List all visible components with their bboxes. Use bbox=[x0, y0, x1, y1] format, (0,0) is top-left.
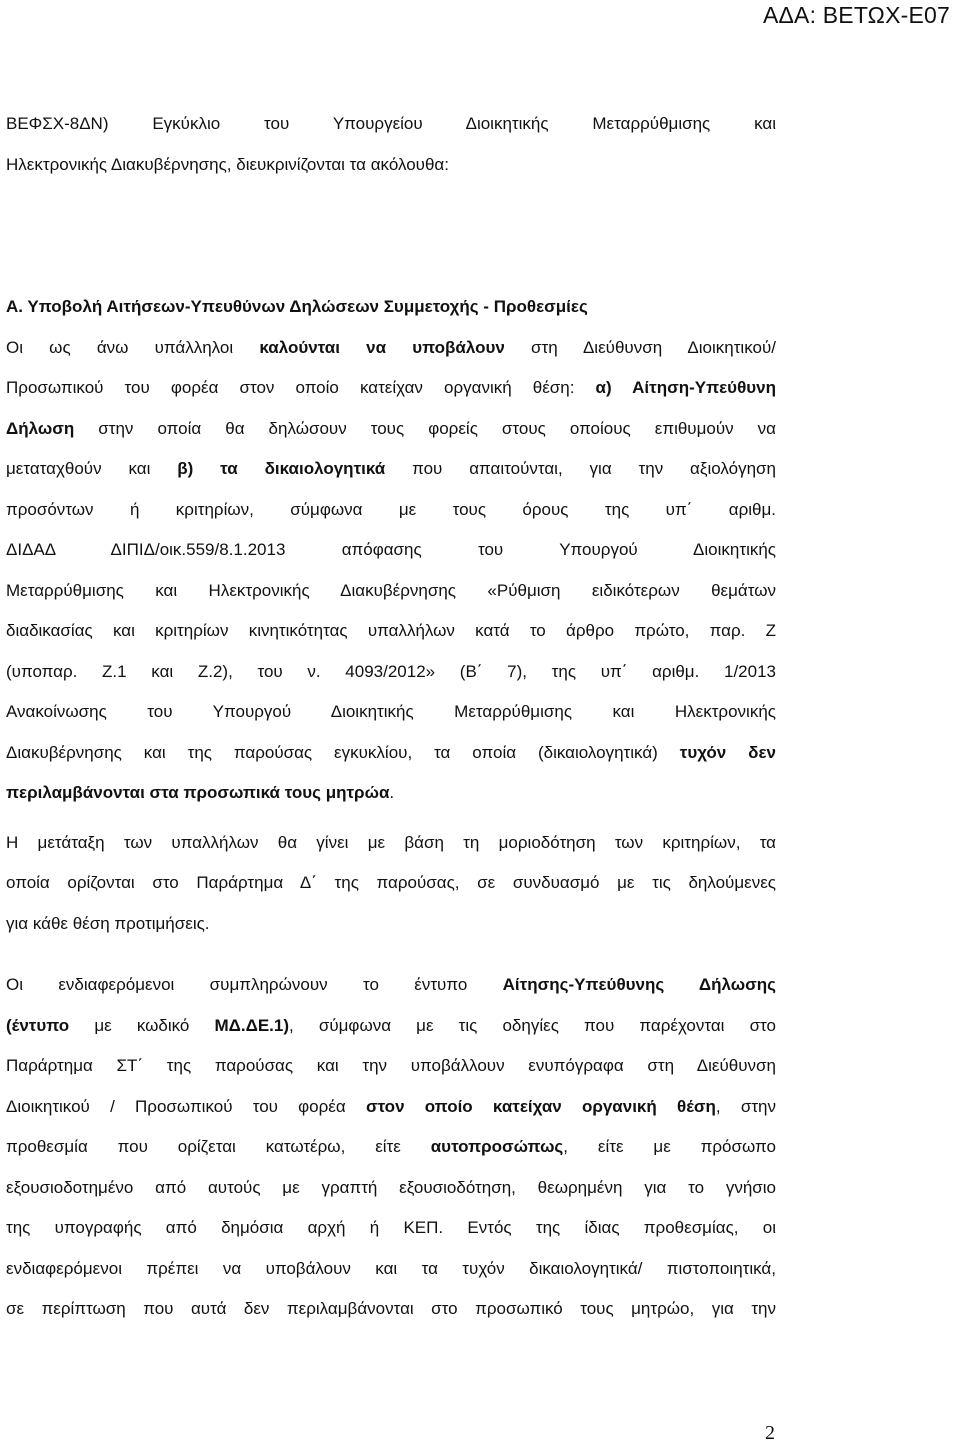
text-line: Παράρτημα ΣΤ΄ της παρούσας και την υποβάλλουν ενυπόγραφα στη Διεύθυνση bbox=[6, 1056, 776, 1075]
text-line: σε περίπτωση που αυτά δεν περιλαμβάνονται στο προσωπικό τους μητρώο, για την bbox=[6, 1299, 776, 1318]
bold-text: β) τα δικαιολογητικά bbox=[177, 459, 386, 478]
bold-text: α) Αίτηση-Υπεύθυνη bbox=[595, 378, 776, 397]
paragraph-transfer-criteria bbox=[6, 823, 776, 945]
text-line: ΒΕΦΣΧ-8ΔΝ) Εγκύκλιο του Υπουργείου Διοικητικής Μεταρρύθμισης και bbox=[6, 114, 776, 133]
bold-text: τυχόν δεν bbox=[679, 742, 776, 762]
spacer bbox=[6, 814, 776, 823]
bold-text: ΜΔ.ΔΕ.1) bbox=[214, 1015, 289, 1035]
section-a-heading: Α. Υποβολή Αιτήσεων-Υπευθύνων Δηλώσεων Συμμετοχής - Προθεσμίες bbox=[6, 297, 588, 316]
bold-text: αυτοπροσώπως bbox=[430, 1137, 564, 1156]
text-line: Οι ως άνω υπάλληλοι καλούνται να υποβάλουν στη Διεύθυνση Διοικητικού/ bbox=[6, 337, 776, 357]
document-body bbox=[6, 104, 776, 1330]
text-line: οποία ορίζονται στο Παράρτημα Δ΄ της παρούσας, σε συνδυασμό με τις δηλούμενες bbox=[6, 873, 776, 892]
text-line: (υποπαρ. Ζ.1 και Ζ.2), του ν. 4093/2012» (Β΄ 7), της υπ΄ αριθμ. 1/2013 bbox=[6, 661, 776, 681]
bold-text: καλούνται να υποβάλουν bbox=[259, 337, 505, 357]
bold-text: Αίτησης-Υπεύθυνης Δήλωσης bbox=[502, 975, 776, 994]
text-line: προθεσμία που ορίζεται κατωτέρω, είτε αυτοπροσώπως, είτε με πρόσωπο bbox=[6, 1137, 776, 1156]
text-line: ενδιαφερόμενοι πρέπει να υποβάλουν και τα τυχόν δικαιολογητικά/ πιστοποιητικά, bbox=[6, 1258, 776, 1278]
paragraph-submission bbox=[6, 328, 776, 814]
text-line: διαδικασίας και κριτηρίων κινητικότητας υπαλλήλων κατά το άρθρο πρώτο, παρ. Ζ bbox=[6, 621, 776, 640]
ada-code: ΑΔΑ: ΒΕΤΩΧ-Ε07 bbox=[762, 2, 950, 28]
text-line: Η μετάταξη των υπαλλήλων θα γίνει με βάση τη μοριοδότηση των κριτηρίων, τα bbox=[6, 832, 776, 852]
text-line: προσόντων ή κριτηρίων, σύμφωνα με τους όρους της υπ΄ αριθμ. bbox=[6, 499, 776, 519]
text-line: Μεταρρύθμισης και Ηλεκτρονικής Διακυβέρνησης «Ρύθμιση ειδικότερων θεμάτων bbox=[6, 580, 776, 600]
text-line: Οι ενδιαφερόμενοι συμπληρώνουν το έντυπο Αίτησης-Υπεύθυνης Δήλωσης bbox=[6, 975, 776, 994]
text-line: Διοικητικού / Προσωπικού του φορέα στον οποίο κατείχαν οργανική θέση, στην bbox=[6, 1096, 776, 1116]
bold-text: (έντυπο bbox=[6, 1015, 70, 1035]
bold-text: στον οποίο κατείχαν οργανική θέση bbox=[365, 1096, 716, 1116]
text-line: μεταταχθούν και β) τα δικαιολογητικά που απαιτούνται, για την αξιολόγηση bbox=[6, 459, 777, 478]
text-line: εξουσιοδοτημένο από αυτούς με γραπτή εξουσιοδότηση, θεωρημένη για το γνήσιο bbox=[6, 1177, 776, 1197]
text-line: (έντυπο με κωδικό ΜΔ.ΔΕ.1), σύμφωνα με τις οδηγίες που παρέχονται στο bbox=[6, 1015, 776, 1035]
text-line: περιλαμβάνονται στα προσωπικά τους μητρώα. bbox=[6, 783, 395, 802]
paragraph-form-submission bbox=[6, 965, 776, 1330]
text-line: ΔΙΔΑΔ ΔΙΠΙΔ/οικ.559/8.1.2013 απόφασης του Υπουργού Διοικητικής bbox=[6, 540, 776, 559]
text-line: της υπογραφής από δημόσια αρχή ή ΚΕΠ. Εντός της ίδιας προθεσμίας, οι bbox=[6, 1218, 776, 1237]
text-line: Ηλεκτρονικής Διακυβέρνησης, διευκρινίζονται τα ακόλουθα: bbox=[6, 154, 449, 174]
text-line: για κάθε θέση προτιμήσεις. bbox=[6, 913, 210, 933]
spacer bbox=[6, 944, 776, 965]
bold-text: Δήλωση bbox=[6, 418, 75, 438]
bold-text: περιλαμβάνονται στα προσωπικά τους μητρώα bbox=[6, 783, 390, 802]
text-line: Διακυβέρνησης και της παρούσας εγκυκλίου, τα οποία (δικαιολογητικά) τυχόν δεν bbox=[6, 742, 776, 762]
text-line: Ανακοίνωσης του Υπουργού Διοικητικής Μεταρρύθμισης και Ηλεκτρονικής bbox=[6, 702, 776, 721]
text-line: Δήλωση στην οποία θα δηλώσουν τους φορείς στους οποίους επιθυμούν να bbox=[6, 418, 776, 438]
text-line: Προσωπικού του φορέα στον οποίο κατείχαν οργανική θέση: α) Αίτηση-Υπεύθυνη bbox=[6, 378, 776, 397]
page-number: 2 bbox=[765, 1422, 775, 1444]
spacer bbox=[6, 185, 776, 287]
intro-paragraph bbox=[6, 104, 776, 185]
